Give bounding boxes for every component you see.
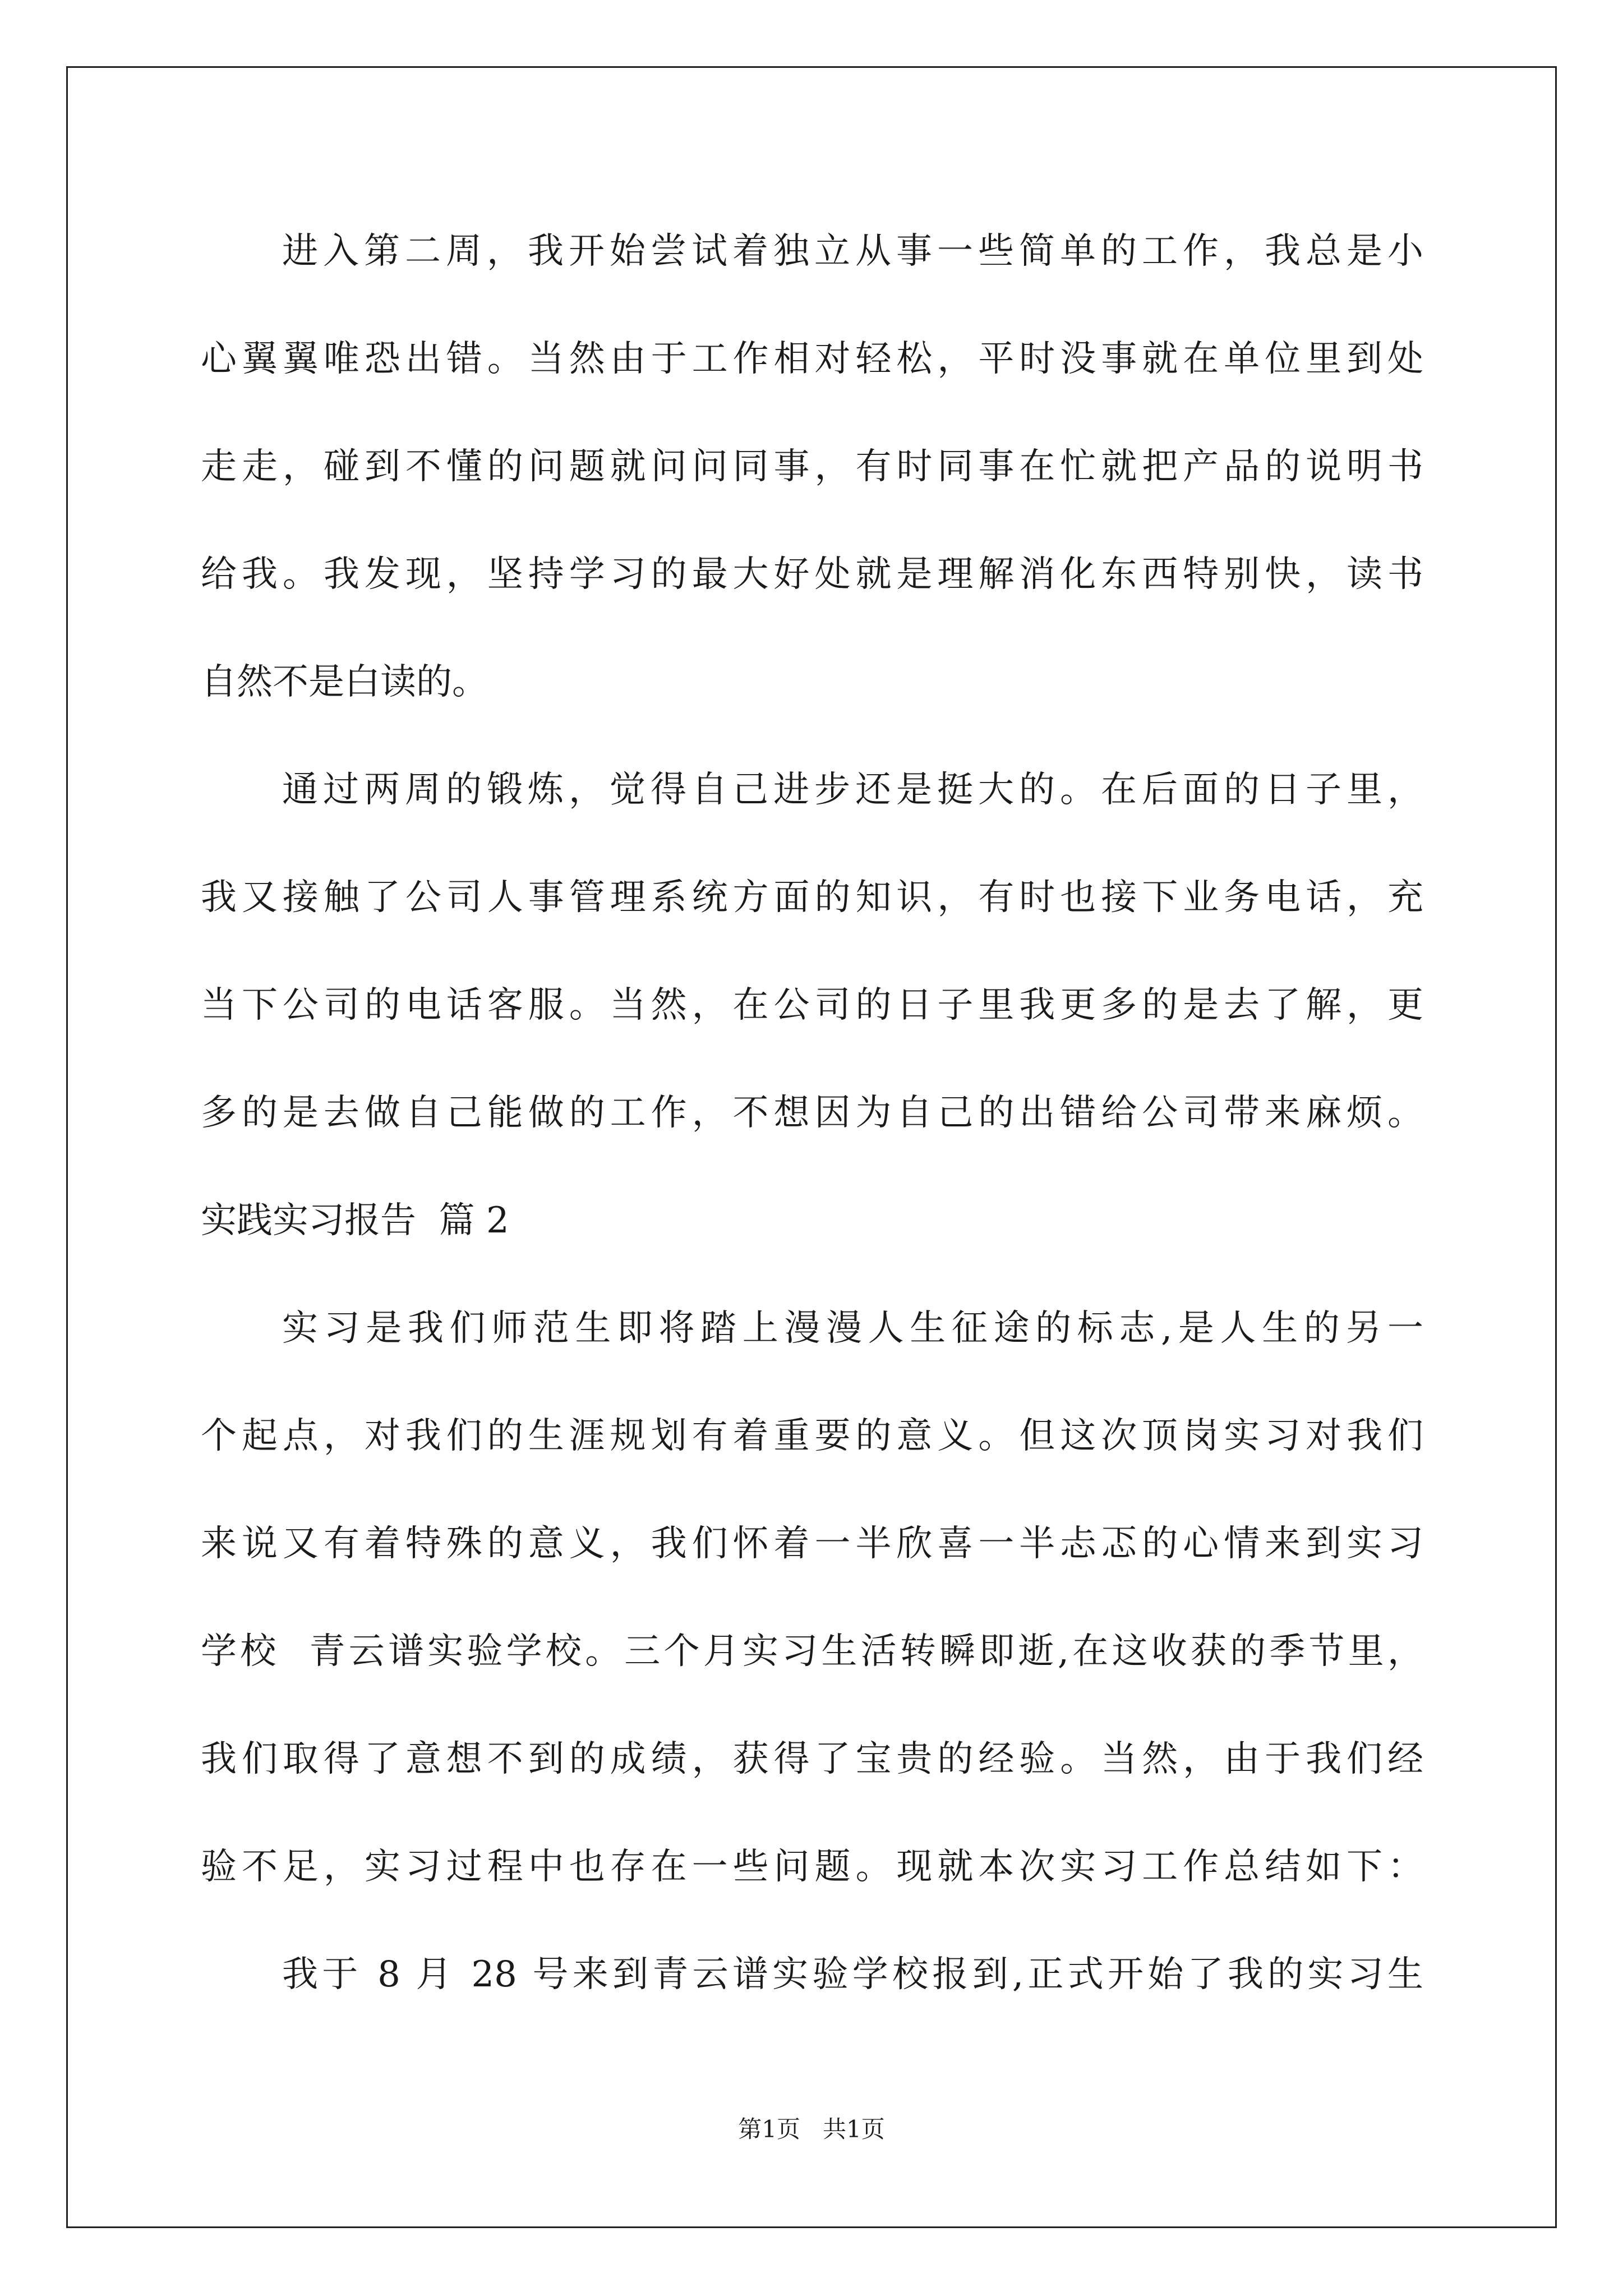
paragraph-line: 多的是去做自己能做的工作，不想因为自己的出错给公司带来麻烦。: [201, 1092, 1423, 1134]
page-number: 第1页: [738, 2115, 800, 2143]
paragraph-line: 给我。我发现，坚持学习的最大好处就是理解消化东西特别快，读书: [201, 554, 1423, 595]
page-total: 共1页: [823, 2115, 885, 2143]
paragraph-line: 我又接触了公司人事管理系统方面的知识，有时也接下业务电话，充: [201, 877, 1423, 918]
paragraph-line: 当下公司的电话客服。当然，在公司的日子里我更多的是去了解，更: [201, 984, 1423, 1026]
paragraph-line: 心翼翼唯恐出错。当然由于工作相对轻松，平时没事就在单位里到处: [201, 338, 1423, 380]
paragraph-line: 验不足，实习过程中也存在一些问题。现就本次实习工作总结如下：: [201, 1846, 1423, 1888]
section-heading: 实践实习报告 篇 2: [201, 1200, 509, 1241]
paragraph-line: 走走，碰到不懂的问题就问问同事，有时同事在忙就把产品的说明书: [201, 446, 1423, 487]
paragraph-line: 自然不是白读的。: [201, 661, 488, 703]
paragraph-line: 实习是我们师范生即将踏上漫漫人生征途的标志,是人生的另一: [282, 1308, 1423, 1349]
paragraph-line: 我们取得了意想不到的成绩，获得了宝贵的经验。当然，由于我们经: [201, 1738, 1423, 1780]
paragraph-line: 我于 8 月 28 号来到青云谱实验学校报到,正式开始了我的实习生: [282, 1954, 1423, 1995]
paragraph-line: 个起点，对我们的生涯规划有着重要的意义。但这次顶岗实习对我们: [201, 1415, 1423, 1457]
paragraph-line: 通过两周的锻炼，觉得自己进步还是挺大的。在后面的日子里，: [282, 769, 1423, 811]
paragraph-line: 来说又有着特殊的意义，我们怀着一半欣喜一半忐忑的心情来到实习: [201, 1523, 1423, 1565]
paragraph-line: 学校 青云谱实验学校。三个月实习生活转瞬即逝,在这收获的季节里，: [201, 1631, 1423, 1672]
paragraph-line: 进入第二周，我开始尝试着独立从事一些简单的工作，我总是小: [282, 231, 1423, 272]
document-body: [201, 197, 1423, 2028]
page-footer: [0, 2114, 1623, 2145]
